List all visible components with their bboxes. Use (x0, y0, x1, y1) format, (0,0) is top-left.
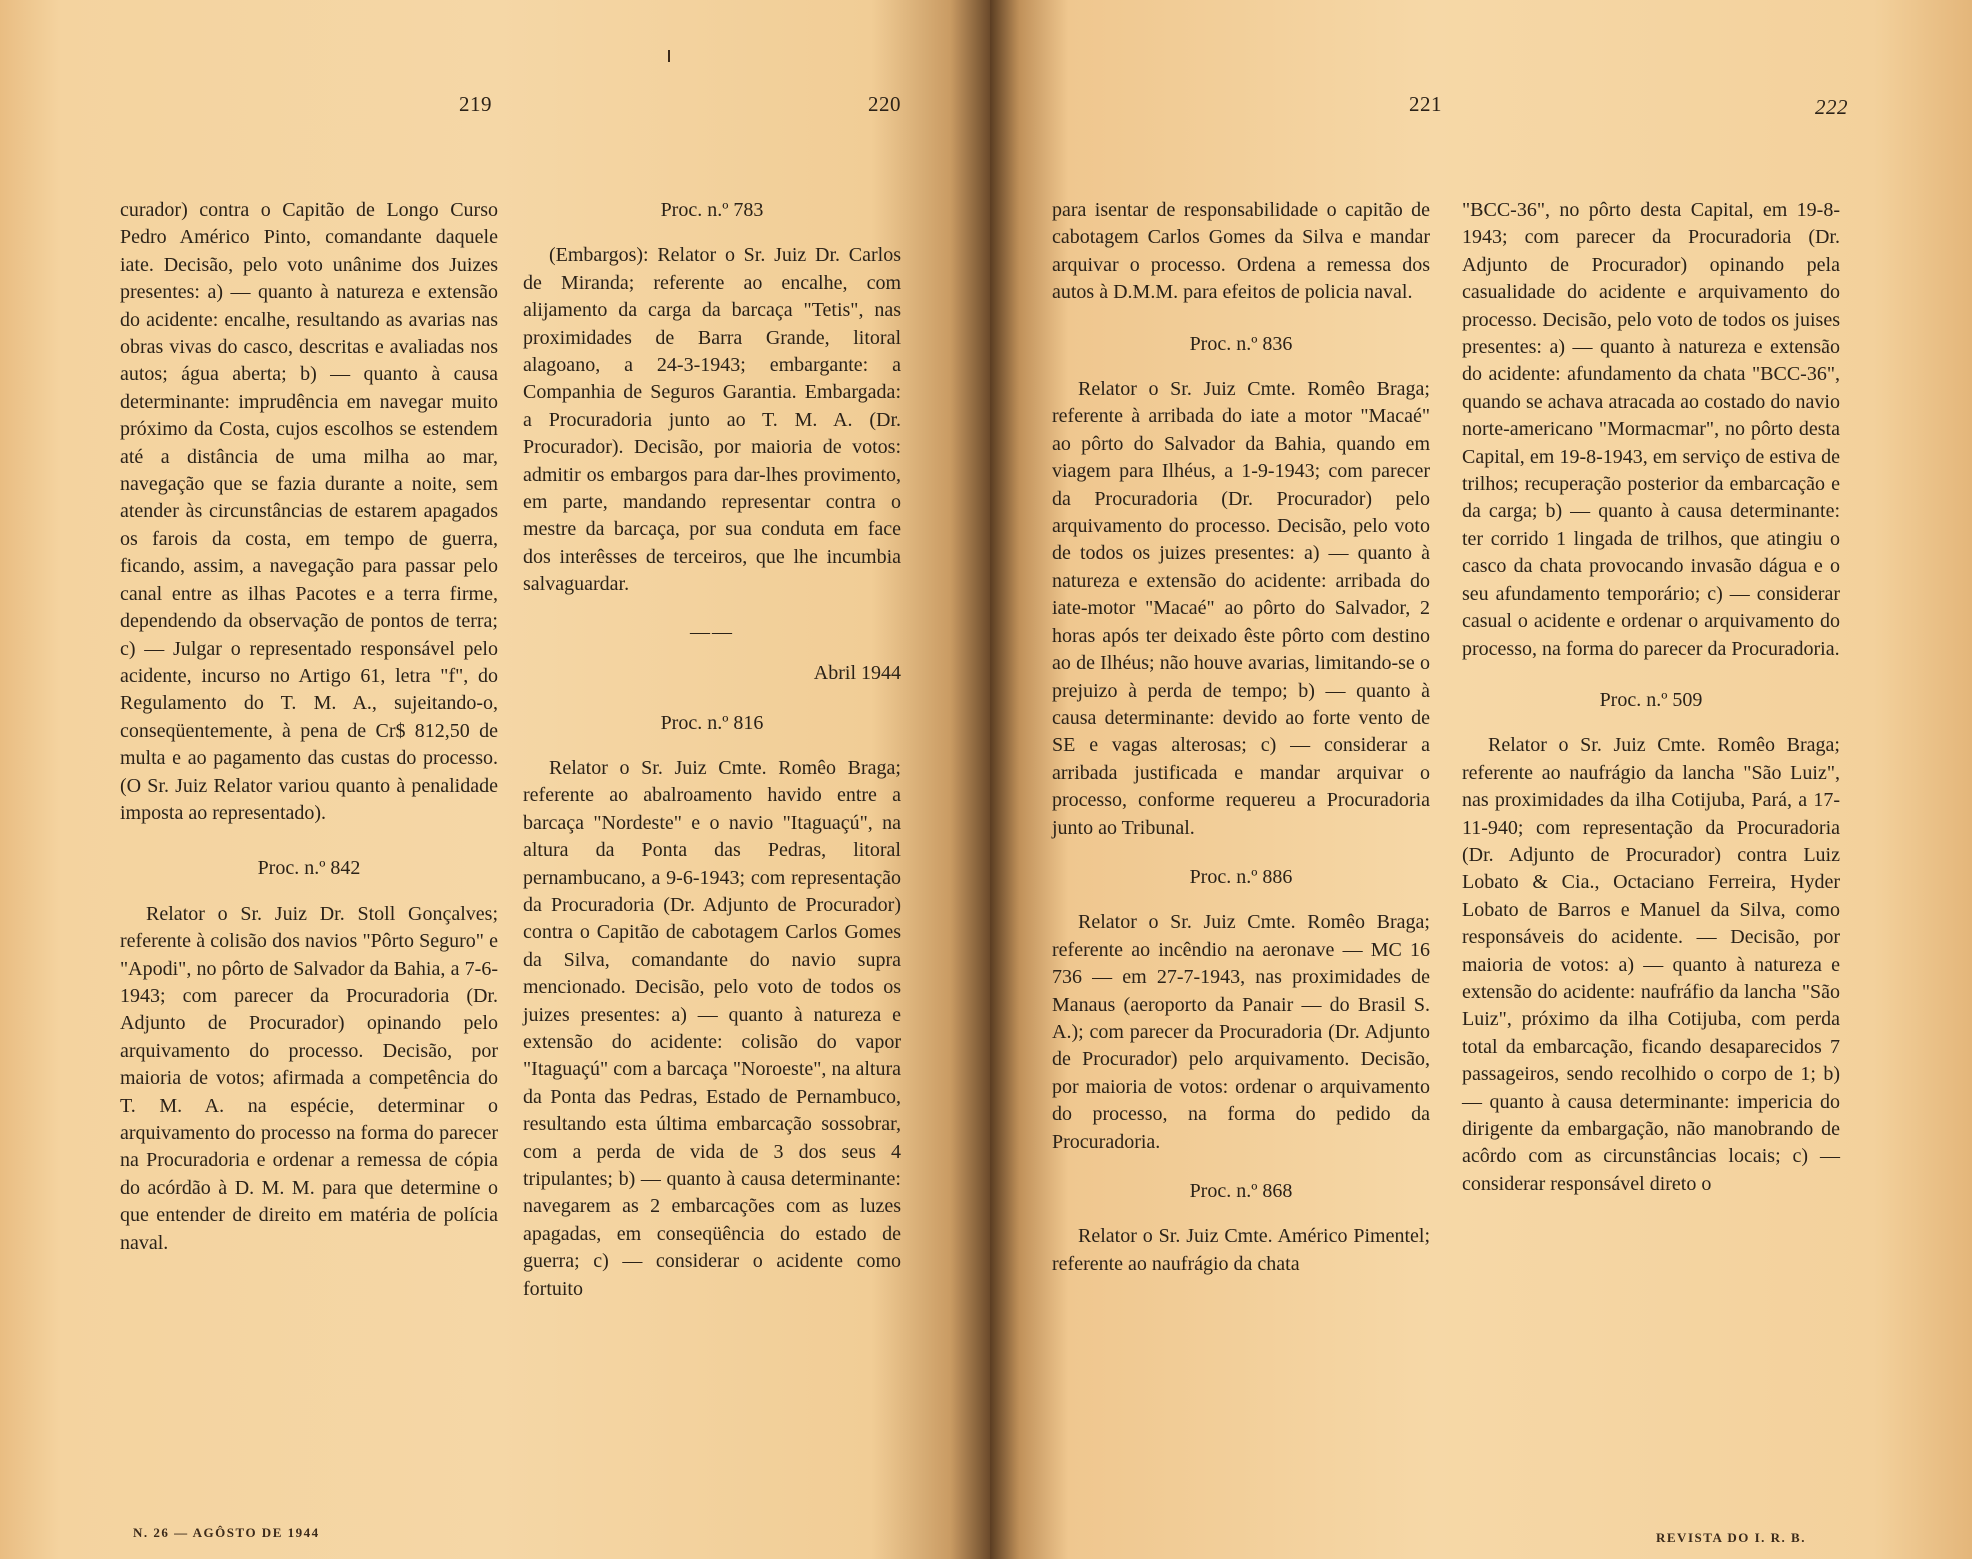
page-220-column (523, 197, 901, 1303)
footer-issue: N. 26 — AGÔSTO DE 1944 (133, 1525, 320, 1540)
paragraph: Relator o Sr. Juiz Dr. Stoll Gonçalves; referente à colisão dos navios "Pôrto Seguro" e "Apodi", no pôrto de Salvador da Bahia, a 7-6-1943; com parecer da Procuradoria (Dr. Adjunto de Procurador) opinando pelo arquivamento do processo. Decisão, por maioria de votos; afirmada a competência do T. M. A. na espécie, determinar o arquivamento do processo na forma do parecer na Procuradoria e ordenar a remessa de cópia do acórdão à D. M. M. para que determine o que entender de direito em matéria de polícia naval. (120, 902, 498, 1254)
paragraph: Relator o Sr. Juiz Cmte. Romêo Braga; referente ao abalroamento havido entre a barcaça "Nordeste" e o navio "Itaguaçú", na altura da Ponta das Pedras, litoral pernambucano, a 9-6-1943; com representação da Procuradoria (Dr. Adjunto de Procurador) contra o Capitão de cabotagem Carlos Gomes da Silva, comandante do navio supra mencionado. Decisão, pelo voto de todos os juizes presentes: a) — quanto à natureza e extensão do acidente: colisão do vapor "Itaguaçú" com a barcaça "Noroeste", na altura da Ponta das Pedras, Estado de Pernambuco, resultando esta última embarcação sossobrar, com a perda de vida de 3 dos seus 4 tripulantes; b) — quanto à causa determinante: navegarem as 2 embarcações com as luzes apagadas, em conseqüência do estado de guerra; c) — considerar o acidente como fortuito (523, 756, 901, 1300)
page-number-219: 219 (459, 92, 492, 116)
footer-journal: REVISTA DO I. R. B. (1656, 1530, 1806, 1545)
section-heading: Proc. n.º 886 (1189, 865, 1293, 888)
month-heading: Abril 1944 (813, 662, 901, 685)
paragraph: Relator o Sr. Juiz Cmte. Américo Pimentel; referente ao naufrágio da chata (1052, 1225, 1430, 1275)
section-heading: Proc. n.º 816 (660, 711, 764, 734)
page-219-column (120, 197, 498, 1257)
section-heading: Proc. n.º 842 (257, 857, 361, 880)
paragraph: curador) contra o Capitão de Longo Curso Pedro Américo Pinto, comandante daquele iate. Decisão, pelo voto unânime dos Juizes presentes: a) — quanto à natureza e extensão do acidente: encalhe, resultando as avarias nas obras vivas do casco, descritas e avaliadas nos autos; água aberta; b) — quanto à causa determinante: imprudência em navegar muito próximo da Costa, cujos escolhos se estendem até a distância de uma milha ao mar, navegação que se fazia durante a noite, sem atender às circunstâncias de estarem apagados os farois da costa, em tempo de guerra, ficando, assim, a navegação para passar pelo canal entre as ilhas Pacotes e a terra firme, dependendo da observação de pontos de terra; c) — Julgar o representado responsável pelo acidente, incurso no Artigo 61, letra "f", do Regulamento do T. M. A., sujeitando-o, conseqüentemente, à pena de Cr$ 812,50 de multa e ao pagamento das custas do processo. (O Sr. Juiz Relator variou quanto à penalidade imposta ao representado). (120, 199, 498, 824)
paragraph: Relator o Sr. Juiz Cmte. Romêo Braga; referente ao naufrágio da lancha "São Luiz", nas proximidades da ilha Cotijuba, Pará, a 17-11-940; com representação da Procuradoria (Dr. Adjunto de Procurador) contra Luiz Lobato & Cia., Octaciano Ferreira, Hyder Lobato de Barros e Manuel da Silva, como responsáveis do acidente. — Decisão, por maioria de votos: a) — quanto à natureza e extensão do acidente: naufráfio da lancha "São Luiz", próximo da ilha Cotijuba, com perda total da embarcação, ficando desaparecidos 7 passageiros, sendo recolhido o corpo de 1; b) — quanto à causa determinante: impericia do dirigente da embargação, não manobrando de acôrdo com as circunstâncias locais; c) — considerar responsável direto o (1462, 734, 1840, 1195)
ink-mark (668, 50, 670, 62)
page-number-220: 220 (868, 92, 901, 116)
section-heading: Proc. n.º 783 (660, 199, 764, 221)
section-heading: Proc. n.º 509 (1599, 688, 1703, 711)
paragraph: Relator o Sr. Juiz Cmte. Romêo Braga; referente à arribada do iate a motor "Macaé" ao pôrto do Salvador da Bahia, quando em viagem para Ilhéus, a 1-9-1943; com parecer da Procuradoria (Dr. Procurador) pelo arquivamento do processo. Decisão, pelo voto de todos os juizes presentes: a) — quanto à natureza e extensão do acidente: arribada do iate-motor "Macaé" ao pôrto do Salvador, 2 horas após ter deixado êste pôrto com destino ao de Ilhéus; não houve avarias, limitando-se o prejuizo à perda de tempo; b) — quanto à causa determinante: devido ao forte vento de SE e vagas alterosas; c) — considerar a arribada justificada e mandar arquivar o processo, conforme requereu a Procuradoria junto ao Tribunal. (1052, 378, 1430, 839)
page-221-column (1052, 197, 1430, 1278)
right-leaf (990, 0, 1972, 1559)
section-heading: Proc. n.º 836 (1189, 332, 1293, 355)
section-heading: Proc. n.º 868 (1189, 1180, 1293, 1202)
paragraph: Relator o Sr. Juiz Cmte. Romêo Braga; referente ao incêndio na aeronave — MC 16 736 — em 27-7-1943, nas proximidades de Manaus (aeroporto da Panair — do Brasil S. A.); com parecer da Procuradoria (Dr. Adjunto de Procurador) pelo arquivamento. Decisão, por maioria de votos: ordenar o arquivamento do processo, na forma do pedido da Procuradoria. (1052, 911, 1430, 1153)
paragraph: (Embargos): Relator o Sr. Juiz Dr. Carlos de Miranda; referente ao encalhe, com alijamento da carga da barcaça "Tetis", nas proximidades de Barra Grande, litoral alagoano, a 24-3-1943; embargante: a Companhia de Seguros Garantia. Embargada: a Procuradoria junto ao T. M. A. (Dr. Procurador). Decisão, por maioria de votos: admitir os embargos para dar-lhes provimento, em parte, mandando representar contra o mestre da barcaça, por sua conduta em face dos interêsses de terceiros, que lhe incumbia salvaguardar. (523, 244, 901, 596)
page-number-221: 221 (1409, 92, 1442, 116)
page-222-column (1462, 197, 1840, 1198)
paragraph: "BCC-36", no pôrto desta Capital, em 19-8-1943; com parecer da Procuradoria (Dr. Adjunto de Procurador) opinando pela casualidade do acidente e arquivamento do processo. Decisão, pelo voto de todos os juises presentes: a) — quanto à natureza e extensão do acidente: afundamento da chata "BCC-36", quando se achava atracada ao costado do navio norte-americano "Mormacmar", no pôrto desta Capital, em 19-8-1943, em serviço de estiva de trilhos; recuperação posterior da embarcação e da carga; b) — quanto à causa determinante: ter corrido 1 lingada de trilhos, que atingiu o casco da chata provocando invasão dágua e o seu afundamento temporário; c) — considerar casual o acidente e ordenar o arquivamento do processo, na forma do parecer da Procuradoria. (1462, 199, 1840, 660)
paragraph: para isentar de responsabilidade o capitão de cabotagem Carlos Gomes da Silva e mandar arquivar o processo. Ordena a remessa dos autos à D.M.M. para efeitos de policia naval. (1052, 199, 1430, 304)
page-number-222: 222 (1815, 95, 1848, 119)
separator-dash: —— (690, 620, 734, 643)
